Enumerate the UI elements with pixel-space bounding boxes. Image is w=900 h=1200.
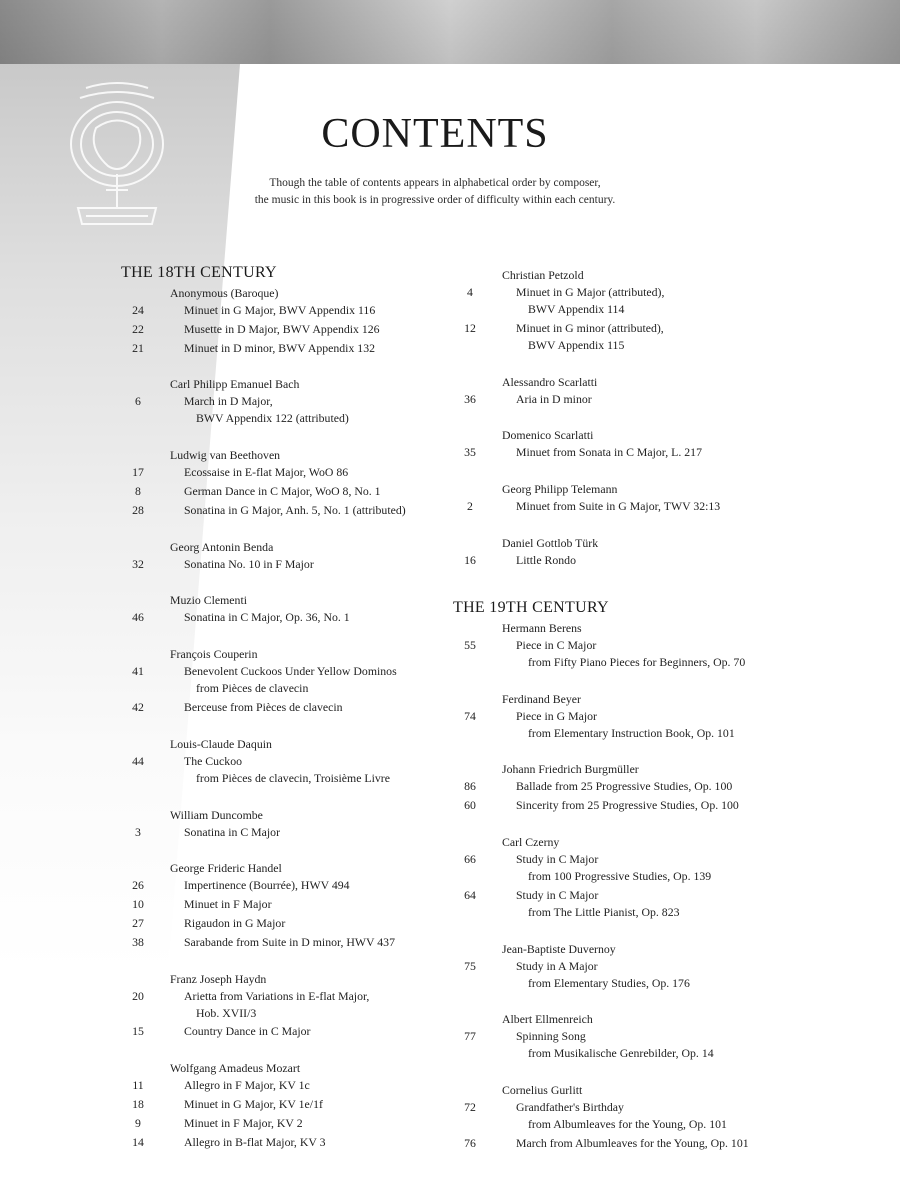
piece-title [492, 1028, 768, 1062]
piece-line: Sonatina No. 10 in F Major [184, 556, 314, 571]
piece-title [160, 483, 446, 500]
piece-line: Spinning Song [516, 1029, 586, 1044]
composer-name: Hermann Berens [502, 620, 582, 635]
toc-entry[interactable] [116, 1077, 446, 1094]
composer-name: Muzio Clementi [170, 593, 247, 608]
contents-column-left [116, 262, 446, 1152]
piece-title [160, 393, 446, 427]
composer-name: Franz Joseph Haydn [170, 971, 267, 986]
toc-entry[interactable] [448, 797, 768, 814]
piece-line: Ecossaise in E-flat Major, WoO 86 [184, 465, 349, 480]
piece-title [160, 915, 446, 932]
toc-entry[interactable] [116, 934, 446, 951]
composer-spacer [448, 816, 768, 833]
composer-name: Christian Petzold [502, 268, 584, 282]
page-number: 38 [132, 934, 144, 949]
toc-entry[interactable] [448, 958, 768, 992]
piece-title [160, 464, 446, 481]
piece-title [160, 753, 446, 787]
toc-entry[interactable] [448, 778, 768, 795]
piece-subline: BWV Appendix 122 (attributed) [196, 411, 349, 426]
page-number: 24 [132, 303, 144, 317]
piece-line: Minuet in G Major (attributed), [516, 285, 665, 299]
composer-name: François Couperin [170, 647, 258, 662]
piece-title [160, 340, 446, 357]
piece-subline: BWV Appendix 115 [528, 337, 625, 352]
piece-line: Minuet in G Major, BWV Appendix 116 [184, 303, 376, 317]
piece-title [492, 778, 768, 795]
page-number: 20 [132, 988, 144, 1003]
toc-entry[interactable] [448, 1028, 768, 1062]
toc-entry[interactable] [116, 464, 446, 481]
piece-line: Arietta from Variations in E-flat Major, [184, 988, 370, 1003]
composer-spacer [116, 429, 446, 446]
composer-spacer [448, 1064, 768, 1081]
piece-line: Sonatina in G Major, Anh. 5, No. 1 (attributed) [184, 502, 406, 517]
piece-line: Minuet in G Major, KV 1e/1f [184, 1096, 323, 1111]
toc-entry[interactable] [116, 824, 446, 841]
piece-title [160, 1134, 446, 1151]
page-number: 60 [464, 798, 476, 813]
page-number: 18 [132, 1096, 144, 1111]
toc-entry[interactable] [116, 915, 446, 932]
toc-entry[interactable] [116, 321, 446, 338]
composer-name: Carl Philipp Emanuel Bach [170, 377, 300, 392]
composer-name: Cornelius Gurlitt [502, 1083, 583, 1098]
page-number: 26 [132, 878, 144, 893]
toc-entry[interactable] [116, 302, 446, 319]
toc-entry[interactable] [448, 391, 768, 408]
page-number: 55 [464, 637, 476, 652]
piece-line: March from Albumleaves for the Young, Op. 101 [516, 1135, 749, 1150]
piece-line: Impertinence (Bourrée), HWV 494 [184, 878, 350, 893]
page-number: 12 [464, 320, 476, 335]
composer-spacer [448, 743, 768, 760]
piece-title [492, 1099, 768, 1133]
page-number: 35 [464, 445, 476, 460]
piece-subline: from Fifty Piano Pieces for Beginners, Op. 70 [528, 654, 746, 669]
composer-spacer [116, 789, 446, 806]
piece-title [492, 958, 768, 992]
piece-line: Minuet from Suite in G Major, TWV 32:13 [516, 499, 721, 514]
page-number: 4 [467, 285, 473, 299]
toc-entry[interactable] [116, 1096, 446, 1113]
toc-entry[interactable] [448, 637, 768, 671]
composer-name: Ferdinand Beyer [502, 691, 581, 706]
page-number: 17 [132, 465, 144, 480]
page-number: 10 [132, 897, 144, 912]
composer-name: Ludwig van Beethoven [170, 448, 281, 463]
composer-spacer [116, 628, 446, 645]
page-number: 15 [132, 1024, 144, 1039]
composer-spacer [448, 463, 768, 480]
piece-line: Minuet in D minor, BWV Appendix 132 [184, 340, 376, 355]
composer-name: Albert Ellmenreich [502, 1012, 593, 1027]
composer-name: Johann Friedrich Burgmüller [502, 762, 639, 777]
toc-entry[interactable] [116, 556, 446, 573]
page-number: 22 [132, 321, 144, 336]
toc-entry[interactable] [448, 708, 768, 742]
piece-title [160, 988, 446, 1022]
piece-line: Minuet in F Major, KV 2 [184, 1115, 303, 1130]
toc-entry[interactable] [116, 896, 446, 913]
piece-line: Musette in D Major, BWV Appendix 126 [184, 321, 380, 336]
toc-entry[interactable] [448, 444, 768, 461]
piece-title [492, 1135, 768, 1152]
page-number: 32 [132, 556, 144, 571]
composer-name: Anonymous (Baroque) [170, 286, 279, 300]
piece-line: Country Dance in C Major [184, 1024, 311, 1039]
piece-title [492, 637, 768, 671]
page-number: 42 [132, 699, 144, 714]
piece-line: Rigaudon in G Major [184, 915, 286, 930]
piece-title [160, 502, 446, 519]
toc-entry[interactable] [116, 988, 446, 1022]
piece-title [160, 663, 446, 697]
piece-title [492, 851, 768, 885]
page-number: 28 [132, 502, 144, 517]
piece-title [160, 1023, 446, 1040]
piece-title [492, 320, 768, 354]
page-number: 27 [132, 915, 144, 930]
piece-title [160, 556, 446, 573]
century-heading: THE 19TH CENTURY [453, 598, 609, 616]
piece-title [160, 1077, 446, 1094]
toc-entry[interactable] [116, 877, 446, 894]
piece-subline: from Pièces de clavecin [196, 681, 309, 696]
composer-name: Georg Antonin Benda [170, 539, 274, 554]
piece-line: The Cuckoo [184, 753, 242, 768]
composer-spacer [116, 521, 446, 538]
composer-spacer [116, 953, 446, 970]
piece-subline: BWV Appendix 114 [528, 302, 625, 316]
piece-line: German Dance in C Major, WoO 8, No. 1 [184, 483, 381, 498]
piece-line: Minuet from Sonata in C Major, L. 217 [516, 445, 702, 460]
piece-line: Allegro in B-flat Major, KV 3 [184, 1134, 326, 1149]
piece-line: Little Rondo [516, 552, 576, 567]
piece-title [160, 609, 446, 626]
century-heading: THE 18TH CENTURY [121, 264, 277, 281]
piece-line: Grandfather's Birthday [516, 1100, 624, 1115]
toc-entry[interactable] [448, 1099, 768, 1133]
piece-title [160, 321, 446, 338]
piece-title [160, 877, 446, 894]
toc-entry[interactable] [116, 502, 446, 519]
composer-spacer [116, 574, 446, 591]
piece-line: Ballade from 25 Progressive Studies, Op. 100 [516, 779, 733, 794]
composer-spacer [448, 517, 768, 534]
page-number: 11 [132, 1078, 144, 1093]
piece-title [492, 498, 768, 515]
piece-title [160, 1096, 446, 1113]
piece-line: Sincerity from 25 Progressive Studies, Op. 100 [516, 798, 739, 813]
page-number: 46 [132, 610, 144, 625]
composer-name: Wolfgang Amadeus Mozart [170, 1061, 301, 1076]
piece-line: Allegro in F Major, KV 1c [184, 1078, 310, 1093]
page-number: 72 [464, 1100, 476, 1115]
composer-name: Alessandro Scarlatti [502, 374, 598, 389]
piece-line: Benevolent Cuckoos Under Yellow Dominos [184, 664, 397, 679]
toc-entry[interactable] [448, 1135, 768, 1152]
toc-entry[interactable] [448, 320, 768, 354]
composer-spacer [448, 993, 768, 1010]
piece-subline: Hob. XVII/3 [196, 1005, 257, 1020]
composer-name: Carl Czerny [502, 834, 560, 849]
intro-text [180, 175, 690, 209]
piece-line: Minuet in F Major [184, 897, 272, 912]
intro-line: Though the table of contents appears in alphabetical order by composer, [269, 177, 601, 189]
page-title: CONTENTS [321, 111, 549, 157]
piece-subline: from Musikalische Genrebilder, Op. 14 [528, 1046, 714, 1061]
composer-spacer [448, 356, 768, 373]
toc-entry[interactable] [116, 1115, 446, 1132]
toc-entry[interactable] [116, 699, 446, 716]
piece-title [160, 1115, 446, 1132]
composer-name: Louis-Claude Daquin [170, 736, 272, 751]
page-number: 77 [464, 1029, 476, 1044]
piece-subline: from Elementary Instruction Book, Op. 101 [528, 725, 735, 740]
piece-line: Piece in C Major [516, 637, 597, 652]
page-number: 44 [132, 753, 144, 768]
piece-title [492, 284, 768, 318]
piece-title [492, 552, 768, 569]
toc-entry[interactable] [116, 1023, 446, 1040]
page-number: 64 [464, 887, 476, 902]
piece-line: Berceuse from Pièces de clavecin [184, 699, 343, 714]
page-number: 36 [464, 391, 476, 406]
composer-name: Daniel Gottlob Türk [502, 535, 599, 550]
toc-entry[interactable] [116, 609, 446, 626]
composer-spacer [116, 718, 446, 735]
page-number: 16 [464, 552, 476, 567]
page-number: 75 [464, 958, 476, 973]
toc-entry[interactable] [116, 483, 446, 500]
piece-subline: from Elementary Studies, Op. 176 [528, 975, 690, 990]
toc-entry[interactable] [448, 887, 768, 921]
composer-spacer [448, 409, 768, 426]
page-number: 6 [135, 394, 141, 409]
composer-spacer [116, 1042, 446, 1059]
piece-title [492, 887, 768, 921]
piece-subline: from Pièces de clavecin, Troisième Livre [196, 770, 390, 785]
intro-line: the music in this book is in progressive order of difficulty within each century. [254, 194, 616, 206]
composer-name: William Duncombe [170, 807, 263, 822]
toc-entry[interactable] [116, 663, 446, 697]
piece-title [160, 896, 446, 913]
header-band [0, 0, 900, 64]
page-number: 8 [135, 483, 141, 498]
toc-entry[interactable] [116, 340, 446, 357]
toc-entry[interactable] [116, 393, 446, 427]
toc-entry[interactable] [448, 851, 768, 885]
toc-entry[interactable] [448, 552, 768, 569]
piece-subline: from 100 Progressive Studies, Op. 139 [528, 868, 712, 883]
contents-column-right [448, 266, 768, 1154]
piece-title [492, 391, 768, 408]
toc-entry[interactable] [116, 753, 446, 787]
piece-line: Sarabande from Suite in D minor, HWV 437 [184, 934, 395, 949]
piece-title [492, 708, 768, 742]
piece-line: Minuet in G minor (attributed), [516, 320, 664, 335]
page-number: 14 [132, 1134, 144, 1149]
toc-entry[interactable] [448, 498, 768, 515]
piece-line: Piece in G Major [516, 708, 597, 723]
page-number: 66 [464, 851, 476, 866]
piece-line: Study in C Major [516, 887, 599, 902]
page-number: 21 [132, 340, 144, 355]
composer-spacer [448, 673, 768, 690]
composer-name: Georg Philipp Telemann [502, 482, 618, 497]
piece-title [160, 699, 446, 716]
page-number: 74 [464, 708, 476, 723]
piece-title [160, 824, 446, 841]
composer-spacer [448, 923, 768, 940]
toc-entry[interactable] [448, 284, 768, 318]
page-number: 86 [464, 779, 476, 794]
page-number: 3 [135, 824, 141, 839]
composer-spacer [116, 842, 446, 859]
piece-subline: from Albumleaves for the Young, Op. 101 [528, 1117, 727, 1132]
page-number: 41 [132, 664, 144, 679]
piece-title [160, 302, 446, 319]
page-number: 2 [467, 499, 473, 514]
piece-line: Study in A Major [516, 958, 598, 973]
composer-name: George Frideric Handel [170, 861, 282, 876]
piece-line: Aria in D minor [516, 391, 592, 406]
piece-title [160, 934, 446, 951]
piece-line: March in D Major, [184, 394, 273, 409]
page-number: 76 [464, 1135, 476, 1150]
page-number: 9 [135, 1115, 141, 1130]
section-spacer [448, 571, 768, 597]
piece-line: Study in C Major [516, 851, 599, 866]
composer-spacer [116, 358, 446, 375]
composer-name: Jean-Baptiste Duvernoy [502, 941, 616, 956]
piece-subline: from The Little Pianist, Op. 823 [528, 904, 680, 919]
piece-title [492, 444, 768, 461]
piece-line: Sonatina in C Major, Op. 36, No. 1 [184, 610, 350, 625]
composer-name: Domenico Scarlatti [502, 428, 594, 443]
piece-title [492, 797, 768, 814]
toc-entry[interactable] [116, 1134, 446, 1151]
piece-line: Sonatina in C Major [184, 824, 281, 839]
